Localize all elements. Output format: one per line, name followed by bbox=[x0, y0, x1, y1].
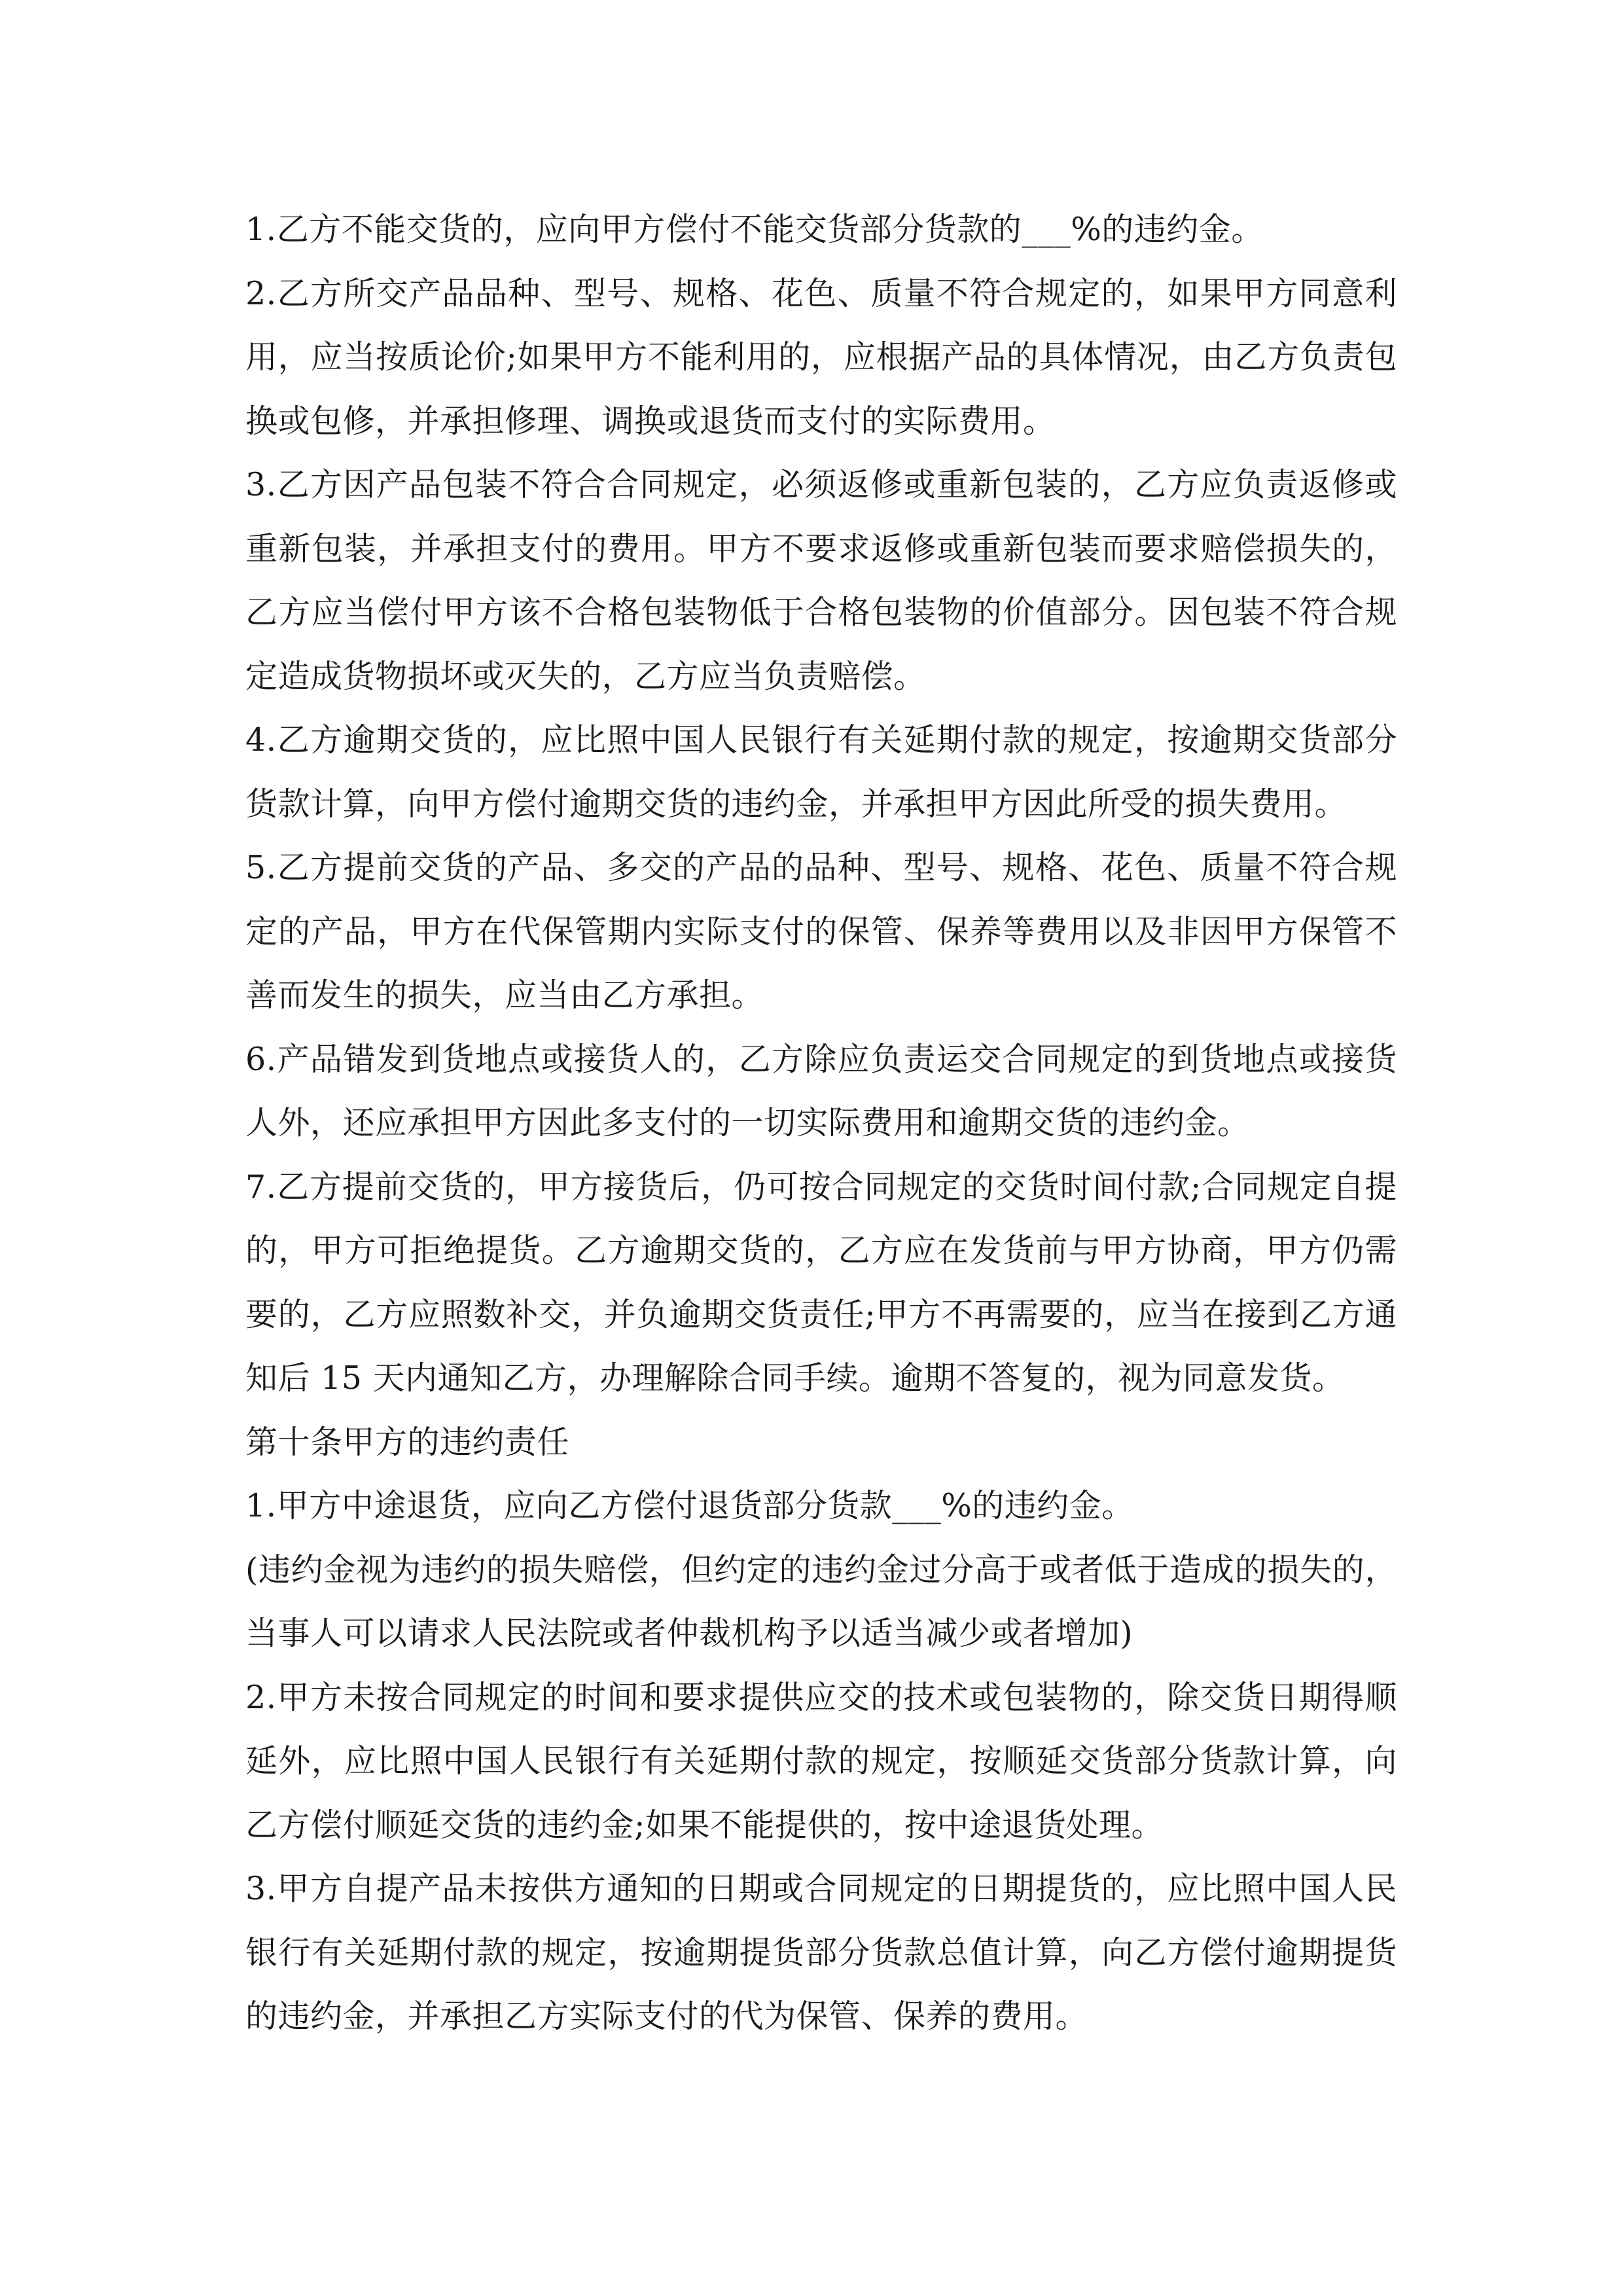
clause-paragraph: 1.乙方不能交货的，应向甲方偿付不能交货部分货款的___%的违约金。 bbox=[245, 211, 1264, 248]
clause-paragraph: 2.乙方所交产品品种、型号、规格、花色、质量不符合规定的，如果甲方同意利用，应当按质论价;如果甲方不能利用的，应根据产品的具体情况，由乙方负责包换或包修，并承担修理、调换或退货而支付的实际费用。 bbox=[245, 274, 1397, 440]
clause-paragraph: 7.乙方提前交货的，甲方接货后，仍可按合同规定的交货时间付款;合同规定自提的，甲方可拒绝提货。乙方逾期交货的，乙方应在发货前与甲方协商，甲方仍需要的，乙方应照数补交，并负逾期交货责任;甲方不再需要的，应当在接到乙方通知后 15 天内通知乙方，办理解除合同手续。逾期不答复的，视为同意发货。 bbox=[245, 1168, 1397, 1397]
section-heading: 第十条甲方的违约责任 bbox=[245, 1423, 570, 1461]
clause-paragraph: 5.乙方提前交货的产品、多交的产品的品种、型号、规格、花色、质量不符合规定的产品，甲方在代保管期内实际支付的保管、保养等费用以及非因甲方保管不善而发生的损失，应当由乙方承担。 bbox=[245, 849, 1397, 1014]
clause-paragraph: 1.甲方中途退货，应向乙方偿付退货部分货款___%的违约金。 bbox=[245, 1487, 1134, 1524]
clause-paragraph: 3.乙方因产品包装不符合合同规定，必须返修或重新包装的，乙方应负责返修或重新包装，并承担支付的费用。甲方不要求返修或重新包装而要求赔偿损失的，乙方应当偿付甲方该不合格包装物低于合格包装物的价值部分。因包装不符合规定造成货物损坏或灭失的，乙方应当负责赔偿。 bbox=[245, 466, 1397, 695]
document-body bbox=[245, 198, 1397, 2049]
clause-paragraph: 2.甲方未按合同规定的时间和要求提供应交的技术或包装物的，除交货日期得顺延外，应比照中国人民银行有关延期付款的规定，按顺延交货部分货款计算，向乙方偿付顺延交货的违约金;如果不能提供的，按中途退货处理。 bbox=[245, 1678, 1397, 1844]
clause-paragraph: 6.产品错发到货地点或接货人的，乙方除应负责运交合同规定的到货地点或接货人外，还应承担甲方因此多支付的一切实际费用和逾期交货的违约金。 bbox=[245, 1040, 1397, 1141]
clause-note: (违约金视为违约的损失赔偿，但约定的违约金过分高于或者低于造成的损失的，当事人可以请求人民法院或者仲裁机构予以适当减少或者增加) bbox=[245, 1551, 1397, 1652]
clause-paragraph: 4.乙方逾期交货的，应比照中国人民银行有关延期付款的规定，按逾期交货部分货款计算，向甲方偿付逾期交货的违约金，并承担甲方因此所受的损失费用。 bbox=[245, 721, 1397, 823]
clause-paragraph: 3.甲方自提产品未按供方通知的日期或合同规定的日期提货的，应比照中国人民银行有关延期付款的规定，按逾期提货部分货款总值计算，向乙方偿付逾期提货的违约金，并承担乙方实际支付的代为保管、保养的费用。 bbox=[245, 1870, 1397, 2035]
